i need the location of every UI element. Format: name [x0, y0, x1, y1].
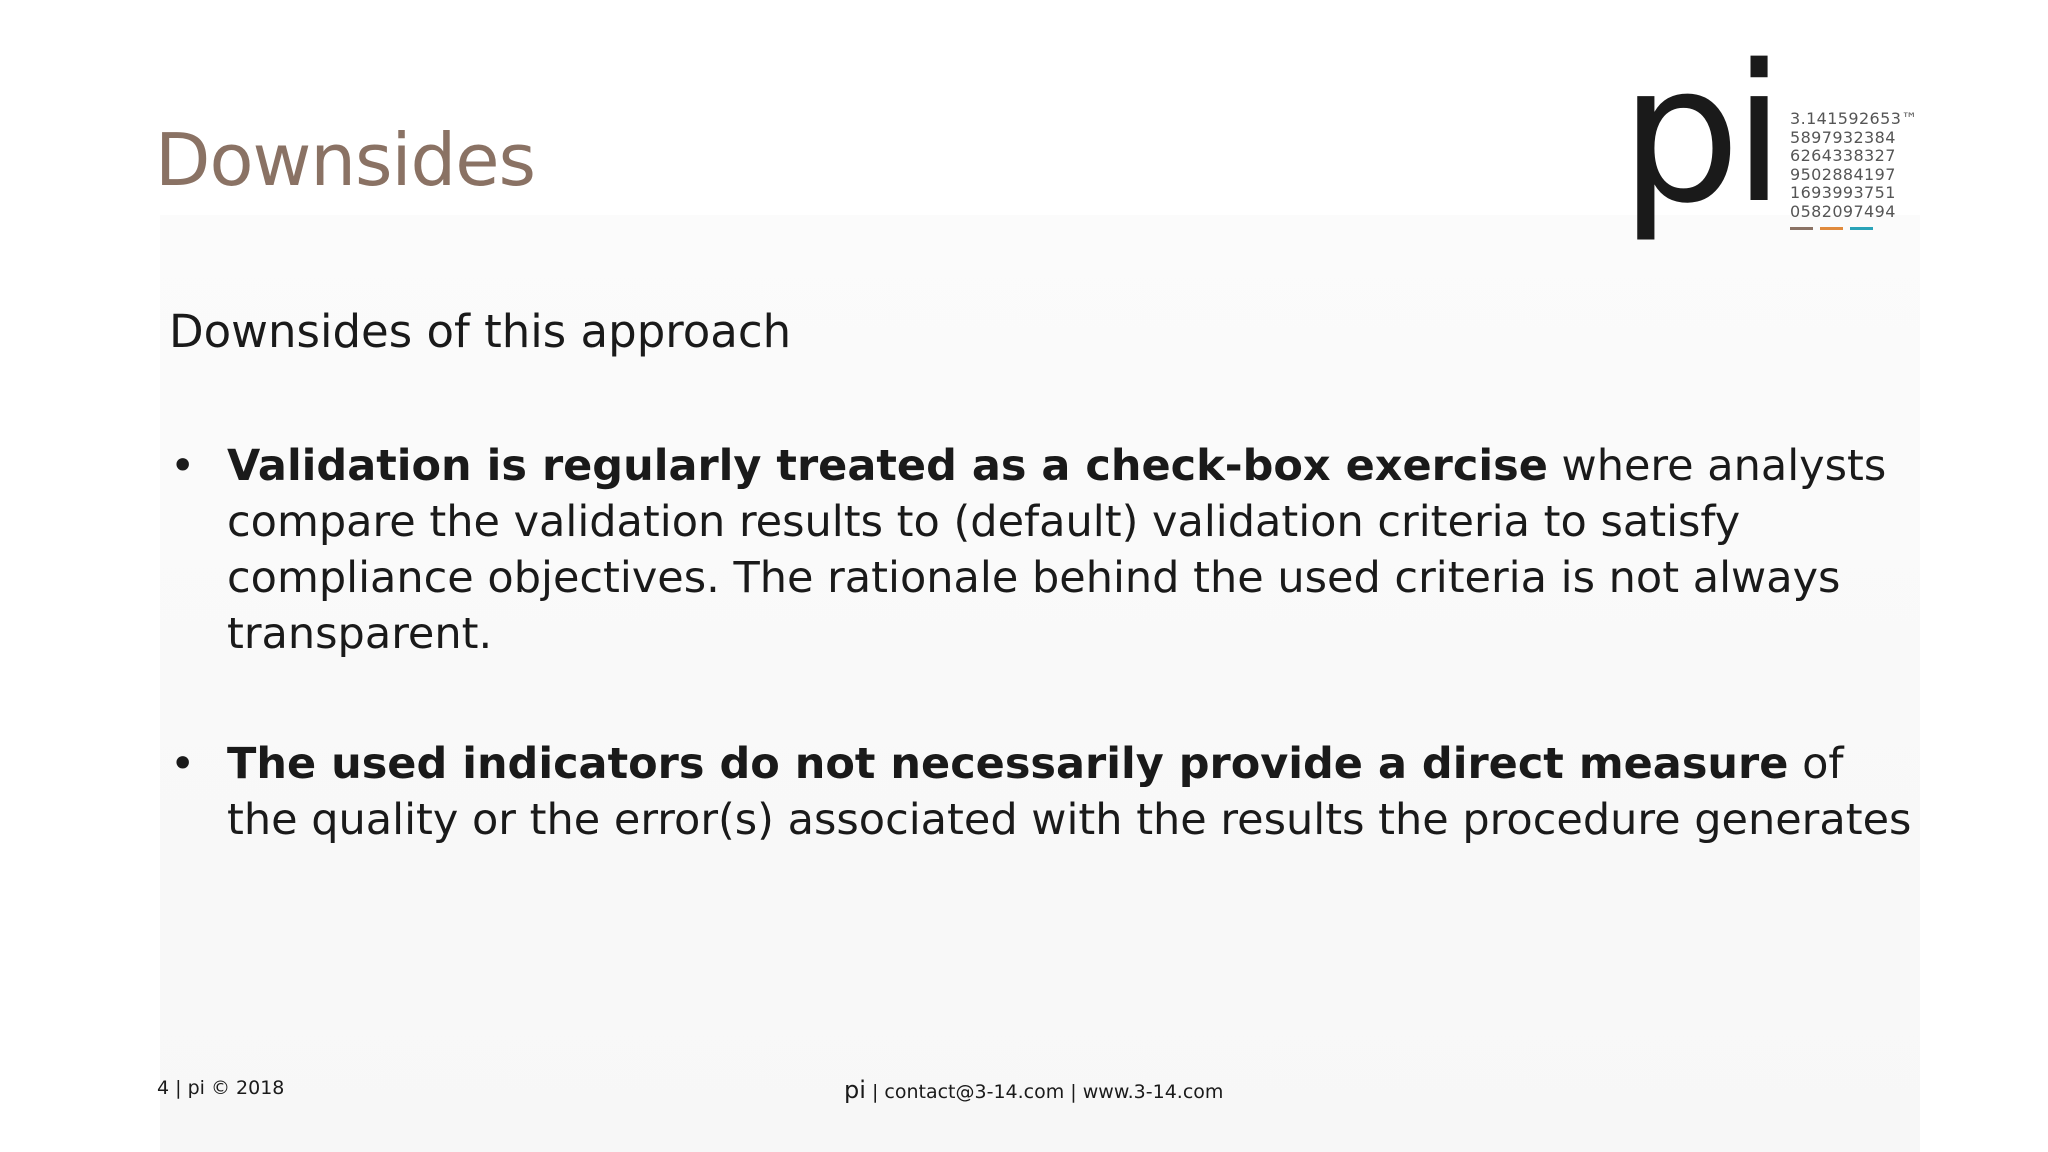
bullet-text: where analysts compare the validation results to (default) validation criteria to satisfy compliance objectives. The rationale behind the used criteria is not always transparent. — [227, 441, 1887, 659]
logo-digit-row: 1693993751 — [1790, 183, 1896, 202]
logo-color-bars — [1790, 227, 1873, 230]
footer-website-link[interactable]: www.3-14.com — [1082, 1081, 1224, 1103]
logo-digit-row: 0582097494 — [1790, 201, 1896, 221]
footer-page-info — [157, 1077, 284, 1099]
bullet-bold-text: Validation is regularly treated as a check-box exercise — [227, 441, 1548, 491]
logo-bar-teal — [1850, 227, 1873, 230]
bullet-item — [160, 438, 1920, 662]
footer-separator: | — [871, 1081, 879, 1103]
slide-subtitle: Downsides of this approach — [169, 305, 792, 358]
footer-brand: pi — [844, 1076, 866, 1104]
bullet-list — [160, 438, 1920, 922]
logo-digit-row: 3.141592653™ — [1790, 109, 1918, 128]
bullet-dot-icon: • — [170, 739, 196, 789]
footer-copyright: pi © 2018 — [187, 1077, 285, 1099]
logo-digit-row: 9502884197 — [1790, 164, 1896, 184]
page-title: Downsides — [155, 118, 536, 202]
logo-bar-orange — [1820, 227, 1843, 230]
logo-digits — [1790, 110, 1918, 221]
footer-separator: | — [1070, 1081, 1077, 1103]
company-logo — [1620, 24, 1940, 260]
footer-contact — [844, 1076, 1223, 1104]
footer-separator: | — [175, 1077, 182, 1099]
bullet-bold-text: The used indicators do not necessarily provide a direct measure — [227, 739, 1789, 789]
bullet-text: of the quality or the error(s) associated with the results the procedure generates — [227, 739, 1912, 845]
bullet-item — [160, 736, 1920, 848]
page-number: 4 — [157, 1077, 170, 1099]
bullet-dot-icon: • — [170, 441, 196, 491]
logo-digit-row: 6264338327 — [1790, 146, 1896, 165]
logo-mark: pi — [1620, 24, 1778, 245]
logo-bar-brown — [1790, 227, 1813, 230]
footer-email-link[interactable]: contact@3-14.com — [884, 1081, 1065, 1103]
logo-digit-row: 5897932384 — [1790, 127, 1896, 147]
